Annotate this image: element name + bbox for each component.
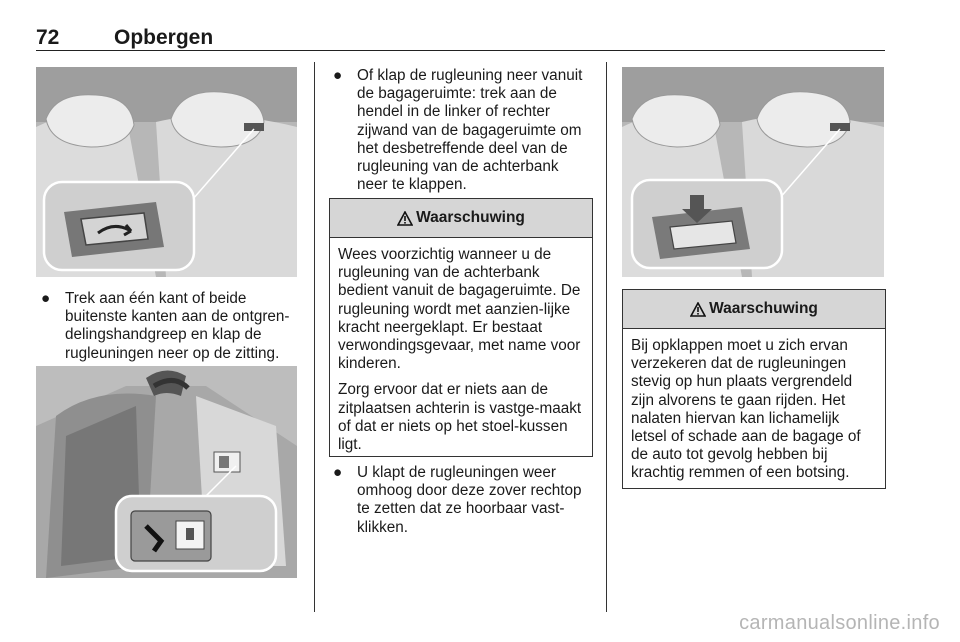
bullet-dot: ● [333,464,343,481]
warning-paragraph: Zorg ervoor dat er niets aan de zitplaatsen achterin is vastge-maakt of dat er niets op het stoel-kussen ligt. [338,381,582,454]
warning-paragraph: Wees voorzichtig wanneer u de rugleuning van de achterbank bedient vanuit de bagageruimte. De rugleuning wordt met aanzien-lijke kracht neergeklapt. Er bestaat verwondingsgevaar, met name voor kinderen. [338,246,581,373]
column-divider-right [606,62,607,612]
list-item [333,67,593,197]
list-item-text: U klapt de rugleuningen weer omhoog door deze zover rechtop te zetten dat ze hoorbaar vast-klikken. [357,464,582,536]
list-item [41,290,303,364]
warning-title: Waarschuwing [416,209,525,226]
cargo-area-release-handle-illustration [36,366,297,578]
warning-header [623,290,885,329]
warning-body [330,238,592,460]
list-item-text: Trek aan één kant of beide buitenste kanten aan de ontgren-delingshandgreep en klap de rugleuningen neer op de zitting. [65,290,290,362]
warning-box [329,198,593,457]
page-title: Opbergen [114,26,214,49]
seatback-lock-indicator-illustration [622,67,884,277]
bullet-dot: ● [41,290,51,307]
list-item [333,464,593,538]
list-item-text: Of klap de rugleuning neer vanuit de bagageruimte: trek aan de hendel in de linker of rechter zijwand van de bagageruimte om het desbetreffende deel van de rugleuning van de achterbank neer te klappen. [357,67,583,194]
column-divider-left [314,62,315,612]
warning-triangle-icon [690,302,706,317]
page-number: 72 [36,26,60,49]
bullet-dot: ● [333,67,343,84]
warning-triangle-icon [397,211,413,226]
warning-body [623,329,885,489]
warning-paragraph: Bij opklappen moet u zich ervan verzekeren dat de rugleuningen stevig op hun plaats vergrendeld zijn alvorens te gaan rijden. Het nalaten hiervan kan lichamelijk letsel of schade aan de bagage of de auto tot gevolg hebben bij krachtig remmen of een botsing. [631,337,861,482]
page-header [36,26,885,51]
headrest-release-lever-illustration [36,67,297,277]
warning-title: Waarschuwing [709,300,818,317]
warning-header [330,199,592,238]
warning-box [622,289,886,489]
watermark: carmanualsonline.info [739,612,940,634]
